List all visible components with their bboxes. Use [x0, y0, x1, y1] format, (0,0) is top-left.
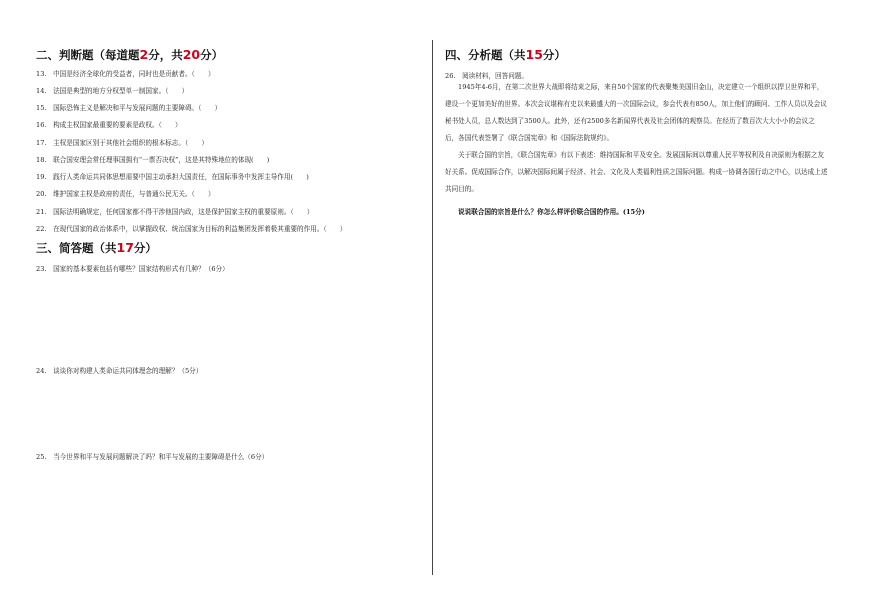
- question-25: 25. 当今世界和平与发展问题解决了吗？和平与发展的主要障碍是什么（6分）: [36, 453, 269, 461]
- question-21: 21. 国际法明确规定，任何国家都不得干涉他国内政，这是保护国家主权的重要原则。（ ）: [36, 208, 314, 216]
- column-divider: [432, 40, 433, 575]
- question-13: 13. 中国是经济全球化的受益者，同时也是贡献者。（ ）: [36, 70, 215, 78]
- question-26-prompt: 说说联合国的宗旨是什么？你怎么样评价联合国的作用。(15分): [458, 208, 645, 216]
- question-16: 16. 构成主权国家最重要的要素是政权。（ ）: [36, 121, 182, 129]
- material-paragraph-1: 1945年4-6月，在第二次世界大战即将结束之际，来自50个国家的代表聚集美国旧金山，决定建立一个组织以捍卫世界和平，建设一个更加美好的世界。本次会议堪称有史以来最盛大的一次国际会议，参会代表有850人，加上他们的顾问、工作人员以及会议秘书处人员，总人数达到了3500人。此外，还有2500多名新闻界代表及社会团体的观察员。在经历了数百次大大小小的会议之后，各国代表签署了《联合国宪章》和《国际法院规约》。: [445, 83, 827, 142]
- question-24: 24. 谈谈你对构建人类命运共同体理念的理解？（5分）: [36, 367, 203, 375]
- question-14: 14. 法国是典型的地方分权型单一制国家。（ ）: [36, 87, 189, 95]
- question-22: 22. 在现代国家的政治体系中，以掌握政权、统治国家为目标的利益集团发挥着极其重要的作用。（ ）: [36, 225, 347, 233]
- question-18: 18. 联合国安理会常任理事国拥有“一票否决权”，这是其特殊地位的体现( ): [36, 156, 270, 164]
- section-3-heading: 三、简答题（共17分）: [36, 240, 157, 255]
- material-paragraph-2: 关于联合国的宗旨，《联合国宪章》有以下表述：维持国际和平及安全。发展国际间以尊重人民平等权利及自决原则为根据之友好关系。促成国际合作，以解决国际间属于经济、社会、文化及人类福利性质之国际问题。构成一协调各国行动之中心，以达成上述共同目的。: [445, 151, 828, 193]
- question-26: 26. 阅读材料，回答问题。: [445, 72, 529, 80]
- question-23: 23. 国家的基本要素包括有哪些？国家结构形式有几种？（6分）: [36, 265, 229, 273]
- question-17: 17. 主权是国家区别于其他社会组织的根本标志。（ ）: [36, 139, 209, 147]
- section-2-heading: 二、判断题（每道题2分，共20分）: [36, 47, 224, 62]
- question-19: 19. 践行人类命运共同体思想需要中国主动承担大国责任，在国际事务中发挥主导作用( ): [36, 173, 309, 181]
- section-4-heading: 四、分析题（共15分）: [445, 47, 566, 62]
- question-20: 20. 维护国家主权是政府的责任，与普通公民无关。（ ）: [36, 190, 215, 198]
- question-15: 15. 国际恐怖主义是解决和平与发展问题的主要障碍。（ ）: [36, 104, 222, 112]
